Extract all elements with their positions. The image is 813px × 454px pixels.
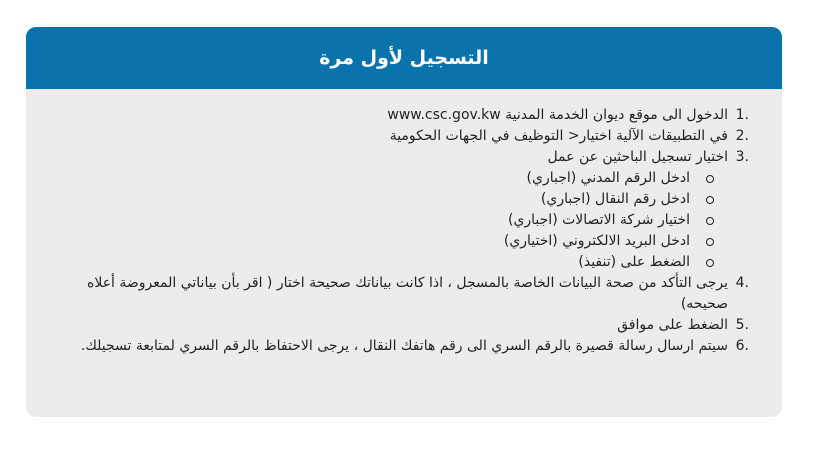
sub-step xyxy=(70,210,690,231)
step-2 xyxy=(70,126,749,147)
step-3 xyxy=(70,147,749,273)
sub-step xyxy=(70,189,690,210)
sub-step-text: ادخل البريد الالكتروني (اختياري) xyxy=(503,233,690,249)
step-number: 6. xyxy=(735,338,749,354)
sub-steps-list xyxy=(70,168,728,273)
bullet-circle-icon xyxy=(706,196,714,204)
registration-card xyxy=(26,27,782,417)
bullet-circle-icon xyxy=(706,217,714,225)
bullet-circle-icon xyxy=(706,259,714,267)
step-number: 1. xyxy=(735,107,749,123)
card-header xyxy=(26,27,782,89)
step-text: سيتم ارسال رسالة قصيرة بالرقم السري الى رقم هاتفك النقال ، يرجى الاحتفاظ بالرقم السري لمتابعة تسجيلك. xyxy=(80,338,728,354)
card-body xyxy=(26,89,782,357)
step-text: يرجى التأكد من صحة البيانات الخاصة بالمسجل ، اذا كانت بياناتك صحيحة اختار ( اقر بأن بياناتي المعروضة أعلاه صحيحه) xyxy=(87,275,728,312)
step-text: الضغط على موافق xyxy=(617,317,728,333)
steps-list xyxy=(26,105,782,357)
sub-step-text: الضغط على (تنفيذ) xyxy=(578,254,690,270)
step-text: في التطبيقات الآلية اختيار< التوظيف في الجهات الحكومية xyxy=(389,128,728,144)
bullet-circle-icon xyxy=(706,238,714,246)
step-number: 5. xyxy=(735,317,749,333)
step-5 xyxy=(70,315,749,336)
sub-step-text: ادخل رقم النقال (اجباري) xyxy=(540,191,690,207)
sub-step-text: اختيار شركة الاتصالات (اجباري) xyxy=(507,212,690,228)
sub-step xyxy=(70,252,690,273)
step-1 xyxy=(70,105,749,126)
sub-step xyxy=(70,168,690,189)
step-number: 4. xyxy=(735,275,749,291)
step-4 xyxy=(70,273,749,315)
step-text: الدخول الى موقع ديوان الخدمة المدنية www.csc.gov.kw xyxy=(387,107,728,123)
step-number: 3. xyxy=(735,149,749,165)
sub-step xyxy=(70,231,690,252)
sub-step-text: ادخل الرقم المدني (اجباري) xyxy=(526,170,690,186)
bullet-circle-icon xyxy=(706,175,714,183)
step-number: 2. xyxy=(735,128,749,144)
step-text: اختيار تسجيل الباحثين عن عمل xyxy=(547,149,728,165)
card-title: التسجيل لأول مرة xyxy=(319,47,489,69)
step-6 xyxy=(70,336,749,357)
